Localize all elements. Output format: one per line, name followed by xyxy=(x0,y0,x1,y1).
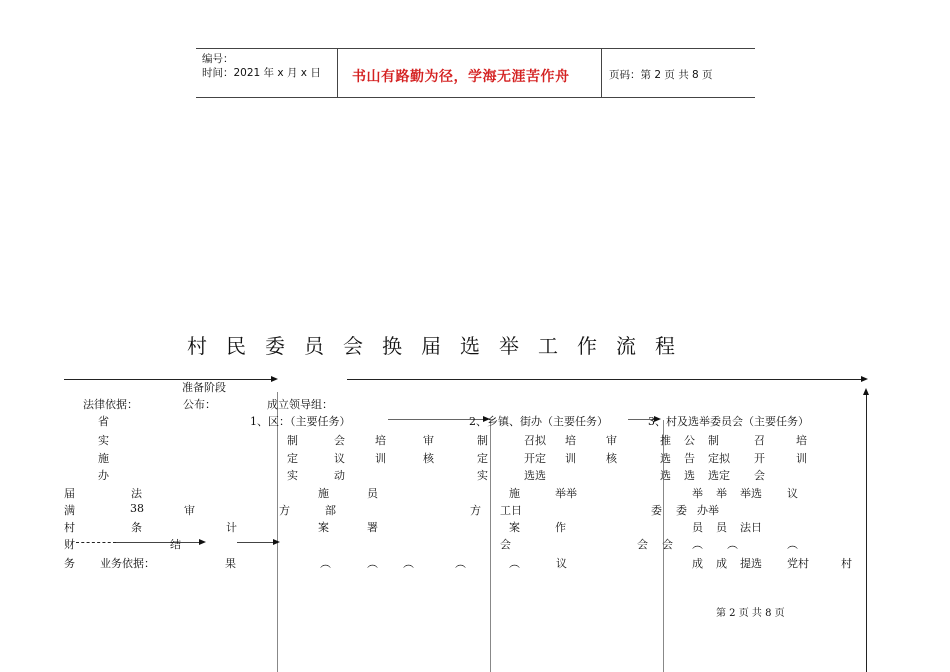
page-number-label: 页码：第 2 页 共 8 页 xyxy=(609,69,713,81)
vertical-text: 训 xyxy=(375,452,386,465)
vertical-text: 培 xyxy=(796,434,807,447)
vertical-text: 成 xyxy=(716,557,727,570)
document-header xyxy=(196,48,755,98)
vertical-text: 满 xyxy=(64,504,75,517)
arrow-head-icon xyxy=(273,539,280,545)
arrow-up-icon xyxy=(863,388,869,395)
vertical-text: 制 xyxy=(477,434,488,447)
vertical-text: 制 xyxy=(708,434,719,447)
header-motto: 书山有路勤为径，学海无涯苦作舟 xyxy=(352,69,570,85)
document-number-label: 编号： xyxy=(202,53,234,65)
flow-line xyxy=(866,395,867,672)
vertical-text: 务 xyxy=(64,557,75,570)
vertical-text: 届 xyxy=(64,487,75,500)
document-time-label: 时间：2021 年 x 月 x 日 xyxy=(202,67,321,79)
vertical-text: 开定 xyxy=(524,452,546,465)
vertical-text: ︵ xyxy=(455,557,466,570)
header-divider xyxy=(337,49,338,97)
vertical-text: 成 xyxy=(692,557,703,570)
dashed-line xyxy=(76,542,116,543)
leading-group-label: 成立领导组： xyxy=(267,398,333,411)
vertical-text: 训 xyxy=(565,452,576,465)
arrow-head-icon xyxy=(861,376,868,382)
vertical-text: 会 xyxy=(334,434,345,447)
vertical-text: 训 xyxy=(796,452,807,465)
vertical-text: 定拟 xyxy=(708,452,730,465)
vertical-text: 开 xyxy=(754,452,765,465)
result-label: 果 xyxy=(225,557,236,570)
arrow-line xyxy=(347,379,862,380)
vertical-text: 部 xyxy=(325,504,336,517)
township-task-label: 2、乡镇、街办（主要任务） xyxy=(469,415,608,428)
vertical-text: 选定 xyxy=(708,469,730,482)
vertical-text: 选 xyxy=(660,469,671,482)
business-basis-label: 业务依据： xyxy=(100,557,155,570)
plan-label: 计 xyxy=(226,521,237,534)
vertical-text: 财 xyxy=(64,538,75,551)
village-committee-task-label: 3、村及选举委员会（主要任务） xyxy=(648,415,809,428)
vertical-text: 定 xyxy=(287,452,298,465)
vertical-text: 案 xyxy=(509,521,520,534)
vertical-text: 动 xyxy=(334,469,345,482)
page-title: 村民委员会换届选举工作流程 xyxy=(187,334,694,358)
vertical-text: 会 xyxy=(662,538,673,551)
arrow-head-icon xyxy=(271,376,278,382)
vertical-text: 村 xyxy=(841,557,852,570)
vertical-text: 作 xyxy=(555,521,566,534)
vertical-text: 会 xyxy=(754,469,765,482)
vertical-text: 施 xyxy=(98,452,109,465)
vertical-text: 提选 xyxy=(740,557,762,570)
vertical-text: 选 xyxy=(660,452,671,465)
vertical-text: 施 xyxy=(509,487,520,500)
arrow-head-icon xyxy=(199,539,206,545)
vertical-text: 方 xyxy=(279,504,290,517)
vertical-text: 告 xyxy=(684,452,695,465)
vertical-text: ︵ xyxy=(320,557,331,570)
vertical-text: 会 xyxy=(637,538,648,551)
vertical-text: 案 xyxy=(318,521,329,534)
vertical-text: 省 xyxy=(98,415,109,428)
vertical-text: 村 xyxy=(64,521,75,534)
vertical-text: 法 xyxy=(131,487,142,500)
vertical-text: 员 xyxy=(692,521,703,534)
vertical-text: 实 xyxy=(287,469,298,482)
district-task-label: 1、区：（主要任务） xyxy=(250,415,351,428)
vertical-text: 审 xyxy=(606,434,617,447)
vertical-text: 推 xyxy=(660,434,671,447)
vertical-text: 会 xyxy=(500,538,511,551)
vertical-text: 委 xyxy=(651,504,662,517)
legal-basis-label: 法律依据： xyxy=(83,398,138,411)
vertical-text: 办 xyxy=(98,469,109,482)
vertical-text: 核 xyxy=(606,452,617,465)
vertical-text: 审 xyxy=(423,434,434,447)
conclusion-label: 结 xyxy=(170,538,181,551)
workday-label: 工日 xyxy=(500,504,522,517)
vertical-text: ︵ xyxy=(787,538,798,551)
vertical-text: 选 xyxy=(684,469,695,482)
arrow-line xyxy=(116,542,200,543)
vertical-text: 委 xyxy=(676,504,687,517)
num38-label: 38 xyxy=(130,502,144,515)
footer-page-number: 第 2 页 共 8 页 xyxy=(716,608,785,619)
vertical-text: 实 xyxy=(477,469,488,482)
vertical-text: 条 xyxy=(131,521,142,534)
column-divider xyxy=(277,392,278,672)
vertical-text: 办举 xyxy=(697,504,719,517)
column-divider xyxy=(490,420,491,672)
vertical-text: 培 xyxy=(375,434,386,447)
publish-label: 公布： xyxy=(183,398,216,411)
vertical-text: 举 xyxy=(716,487,727,500)
vertical-text: 施 xyxy=(318,487,329,500)
vertical-text: 举选 xyxy=(740,487,762,500)
vertical-text: ︵ xyxy=(367,557,378,570)
vertical-text: 党村 xyxy=(787,557,809,570)
vertical-text: 召拟 xyxy=(524,434,546,447)
vertical-text: 定 xyxy=(477,452,488,465)
vertical-text: 实 xyxy=(98,434,109,447)
prep-stage-label: 准备阶段 xyxy=(182,381,226,394)
vertical-text: ︵ xyxy=(692,538,703,551)
vertical-text: 方 xyxy=(470,504,481,517)
vertical-text: 法日 xyxy=(740,521,762,534)
vertical-text: 培 xyxy=(565,434,576,447)
vertical-text: 公 xyxy=(684,434,695,447)
audit-label: 审 xyxy=(184,504,195,517)
vertical-text: 制 xyxy=(287,434,298,447)
vertical-text: 举举 xyxy=(555,487,577,500)
vertical-text: 署 xyxy=(367,521,378,534)
vertical-text: 议 xyxy=(787,487,798,500)
vertical-text: 召 xyxy=(754,434,765,447)
vertical-text: 员 xyxy=(716,521,727,534)
vertical-text: ︵ xyxy=(509,557,520,570)
vertical-text: ︵ xyxy=(403,557,414,570)
vertical-text: 核 xyxy=(423,452,434,465)
vertical-text: 选选 xyxy=(524,469,546,482)
header-divider xyxy=(601,49,602,97)
arrow-line xyxy=(64,379,272,380)
vertical-text: 议 xyxy=(556,557,567,570)
vertical-text: ︵ xyxy=(727,538,738,551)
vertical-text: 员 xyxy=(367,487,378,500)
arrow-line xyxy=(237,542,274,543)
vertical-text: 举 xyxy=(692,487,703,500)
vertical-text: 议 xyxy=(334,452,345,465)
